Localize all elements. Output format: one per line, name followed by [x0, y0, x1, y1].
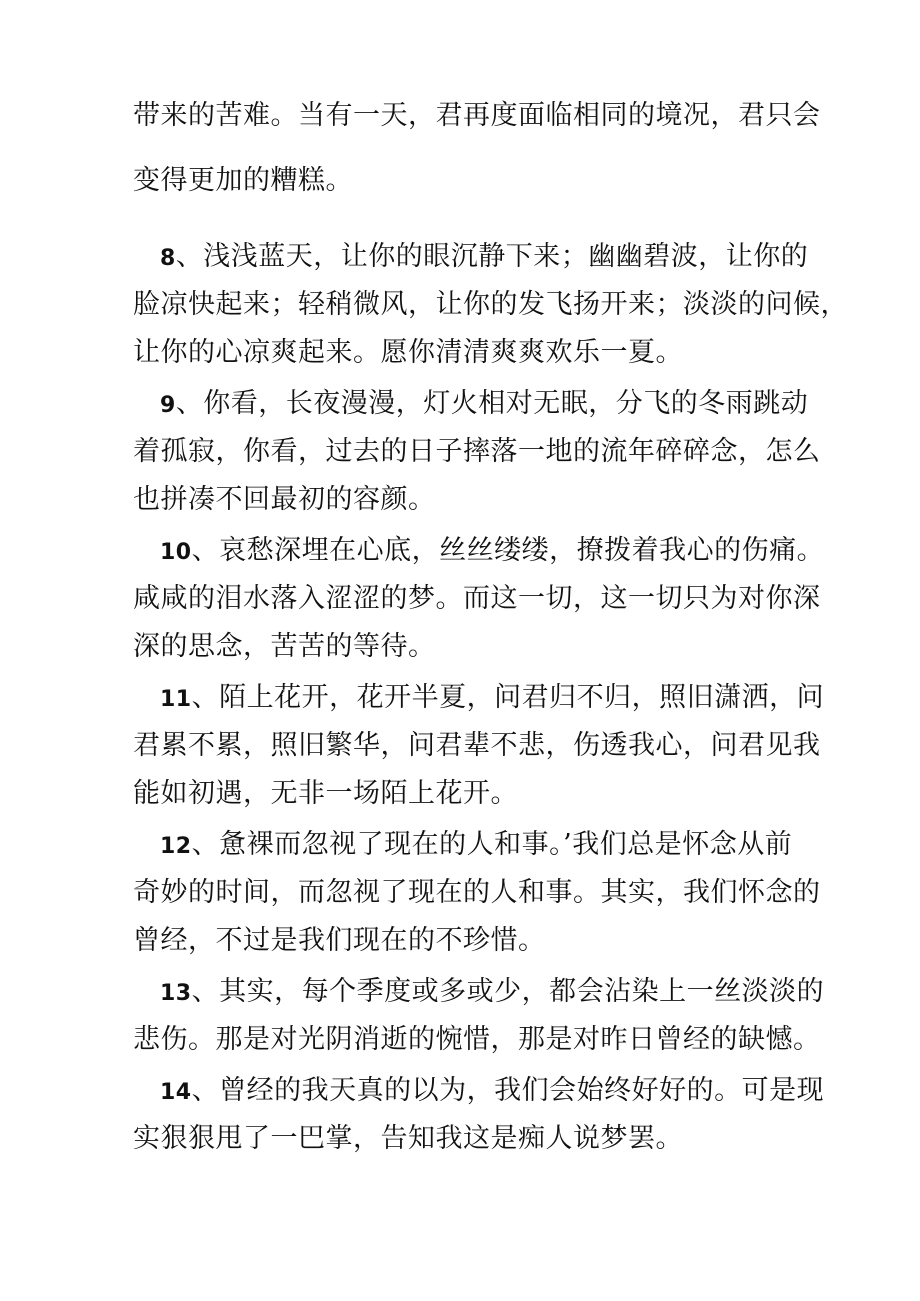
- paragraph-line: 咸咸的泪水落入涩涩的梦。而这一切，这一切只为对你深: [133, 583, 821, 614]
- list-item-13-first-line: [160, 972, 824, 1014]
- item-number: 9: [160, 393, 176, 418]
- item-text: 、惫裸而忽视了现在的人和事。’我们总是怀念从前: [191, 829, 793, 860]
- list-item-8-first-line: [160, 237, 808, 279]
- paragraph-line: 让你的心凉爽起来。愿你清清爽爽欢乐一夏。: [133, 337, 683, 368]
- item-text: 、曾经的我天真的以为，我们会始终好好的。可是现: [191, 1075, 825, 1106]
- paragraph-line: 悲伤。那是对光阴消逝的惋惜，那是对昨日曾经的缺憾。: [133, 1024, 821, 1055]
- paragraph-line: 深的思念，苦苦的等待。: [133, 631, 436, 662]
- paragraph-line: 实狠狠甩了一巴掌，告知我这是痴人说梦罢。: [133, 1123, 683, 1154]
- paragraph-line: 奇妙的时间，而忽视了现在的人和事。其实，我们怀念的: [133, 877, 821, 908]
- paragraph-line: 着孤寂，你看，过去的日子摔落一地的流年碎碎念，怎么: [133, 436, 821, 467]
- paragraph-line: 脸凉快起来；轻稍微风，让你的发飞扬开来；淡淡的问候，: [133, 289, 848, 320]
- paragraph-line: 也拼凑不回最初的容颜。: [133, 484, 436, 515]
- list-item-14-first-line: [160, 1071, 824, 1113]
- item-number: 14: [160, 1080, 192, 1105]
- item-text: 、浅浅蓝天，让你的眼沉静下来；幽幽碧波，让你的: [175, 241, 809, 272]
- item-number: 13: [160, 981, 192, 1006]
- item-number: 12: [160, 834, 192, 859]
- list-item-9-first-line: [160, 384, 808, 426]
- item-number: 8: [160, 246, 176, 271]
- paragraph-line: 带来的苦难。当有一天，君再度面临相同的境况，君只会: [133, 100, 821, 131]
- item-text: 、其实，每个季度或多或少，都会沾染上一丝淡淡的: [191, 976, 825, 1007]
- list-item-11-first-line: [160, 678, 824, 720]
- list-item-12-first-line: [160, 825, 792, 867]
- paragraph-line: 变得更加的糟糕。: [133, 165, 353, 196]
- list-item-10-first-line: [160, 531, 824, 573]
- paragraph-line: 君累不累，照旧繁华，问君辈不悲，伤透我心，问君见我: [133, 730, 821, 761]
- item-number: 11: [160, 687, 192, 712]
- item-number: 10: [160, 540, 192, 565]
- item-text: 、陌上花开，花开半夏，问君归不归，照旧潇洒，问: [191, 682, 825, 713]
- item-text: 、哀愁深埋在心底，丝丝缕缕，撩拨着我心的伤痛。: [191, 535, 825, 566]
- item-text: 、你看，长夜漫漫，灯火相对无眠，分飞的冬雨跳动: [175, 388, 809, 419]
- paragraph-line: 能如初遇，无非一场陌上花开。: [133, 778, 518, 809]
- paragraph-line: 曾经，不过是我们现在的不珍惜。: [133, 925, 546, 956]
